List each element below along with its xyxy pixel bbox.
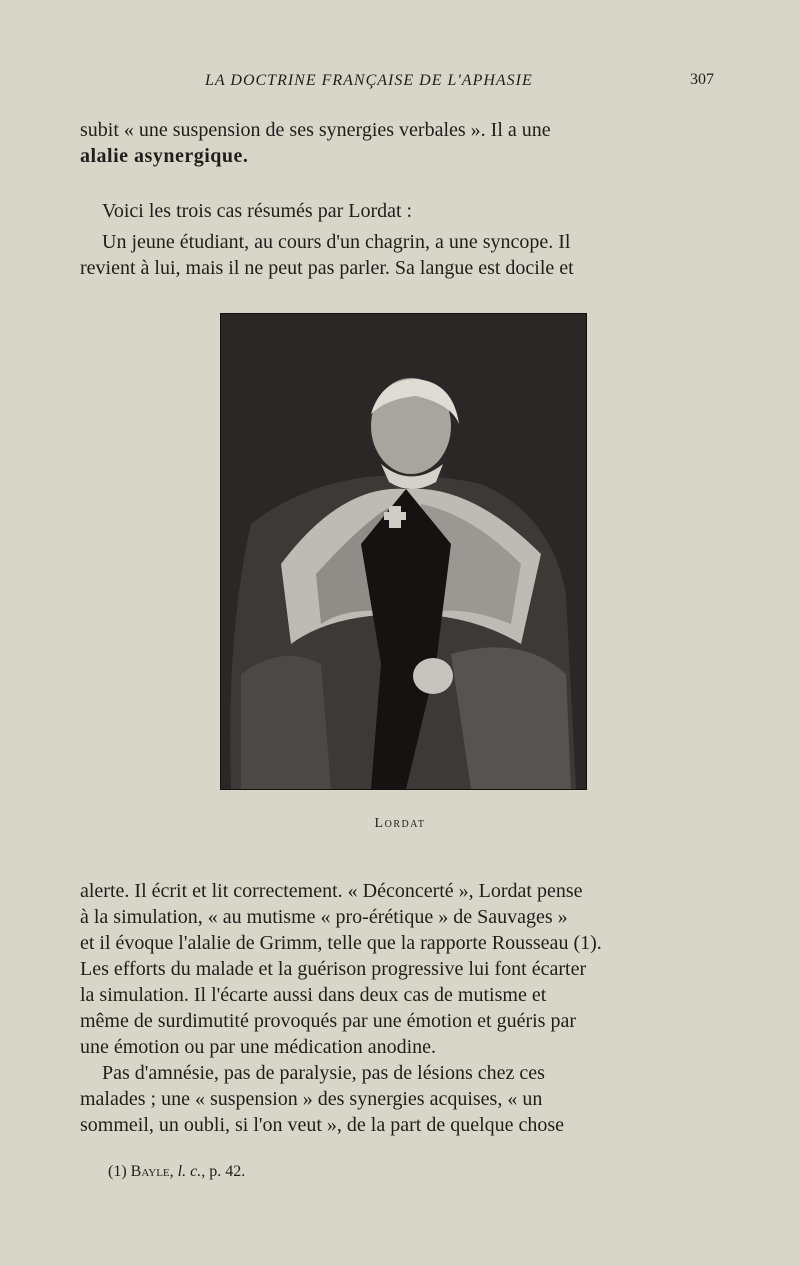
text-line: sommeil, un oubli, si l'on veut », de la part de quelque chose [80,1114,565,1136]
portrait-photograph [220,313,587,790]
paragraph-case [80,229,717,281]
text-line: Voici les trois cas résumés par Lordat : [102,200,413,222]
paragraph-intro [80,198,717,224]
figure-caption: Lordat [374,816,426,831]
page-number: 307 [690,71,714,88]
text-line: Les efforts du malade et la guérison progressive lui font écarter [80,958,587,980]
text-line: Pas d'amnésie, pas de paralysie, pas de lésions chez ces [102,1062,545,1084]
text-line: subit « une suspension de ses synergies verbales ». Il a une [80,119,551,141]
text-line: une émotion ou par une médication anodine. [80,1036,437,1058]
text-line: revient à lui, mais il ne peut pas parler. Sa langue est docile et [80,257,574,279]
emphasis-term: alalie asynergique. [80,145,249,167]
text-line: la simulation. Il l'écarte aussi dans deux cas de mutisme et [80,984,547,1006]
text-line: même de surdimutité provoqués par une émotion et guéris par [80,1010,576,1032]
text-line: et il évoque l'alalie de Grimm, telle que la rapporte Rousseau (1). [80,932,602,954]
footnote-reference: l. c., [177,1163,206,1180]
paragraph-analysis [80,1060,717,1138]
text-line: alerte. Il écrit et lit correctement. « Déconcerté », Lordat pense [80,880,583,902]
footnote [108,1163,245,1181]
footnote-page: p. 42. [209,1163,246,1180]
text-line: à la simulation, « au mutisme « pro-érétique » de Sauvages » [80,906,568,928]
footnote-marker: (1) [108,1163,127,1180]
paragraph-continued-2 [80,878,717,1060]
running-head [0,72,800,96]
footnote-author: Bayle, [130,1163,174,1180]
running-title: LA DOCTRINE FRANÇAISE DE L'APHASIE [205,72,533,89]
text-line: malades ; une « suspension » des synergies acquises, « un [80,1088,543,1110]
text-line: Un jeune étudiant, au cours d'un chagrin, a une syncope. Il [102,231,571,253]
paragraph-continued [80,117,717,169]
